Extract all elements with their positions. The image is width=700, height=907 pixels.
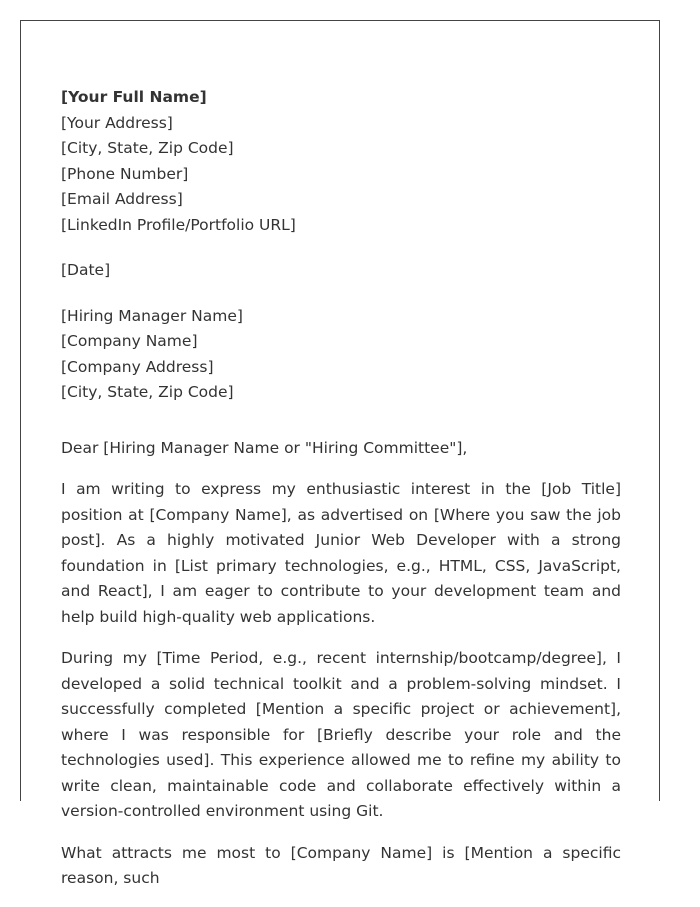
letter-date: [Date] xyxy=(61,261,111,279)
recipient-company: [Company Name] xyxy=(61,332,198,350)
letter-body xyxy=(61,85,621,907)
sender-block xyxy=(61,85,621,238)
sender-email: [Email Address] xyxy=(61,190,183,208)
sender-linkedin: [LinkedIn Profile/Portfolio URL] xyxy=(61,215,296,234)
recipient-name: [Hiring Manager Name] xyxy=(61,306,243,325)
sender-name: [Your Full Name] xyxy=(61,88,207,106)
recipient-address: [Company Address] xyxy=(61,357,214,376)
sender-phone: [Phone Number] xyxy=(61,164,189,183)
date-block xyxy=(61,258,621,284)
sender-city-state-zip: [City, State, Zip Code] xyxy=(61,139,234,157)
document-page xyxy=(20,20,660,887)
recipient-block xyxy=(61,304,621,406)
paragraph-intro: I am writing to express my enthusiastic interest in the [Job Title] position at [Company Name], as advertised on [Where you saw the job post]. As a highly motivated Junior Web Developer with a strong foundation in [List primary technologies, e.g., HTML, CSS, JavaScript, and React], I am eager to contribute to your development team and help build high-quality web applications. xyxy=(61,480,621,626)
sender-address: [Your Address] xyxy=(61,113,173,132)
paragraph-company-fit: What attracts me most to [Company Name] is [Mention a specific reason, such xyxy=(61,843,621,887)
recipient-city-state-zip: [City, State, Zip Code] xyxy=(61,383,234,401)
salutation: Dear [Hiring Manager Name or "Hiring Committee"], xyxy=(61,438,468,457)
paragraph-experience: During my [Time Period, e.g., recent internship/bootcamp/degree], I developed a solid technical toolkit and a problem-solving mindset. I successfully completed [Mention a specific project or achievement], where I was responsible for [Briefly describe your role and the technologies used]. This experience allowed me to refine my ability to write clean, maintainable code and collaborate effectively within a version-controlled environment using Git. xyxy=(61,649,621,820)
